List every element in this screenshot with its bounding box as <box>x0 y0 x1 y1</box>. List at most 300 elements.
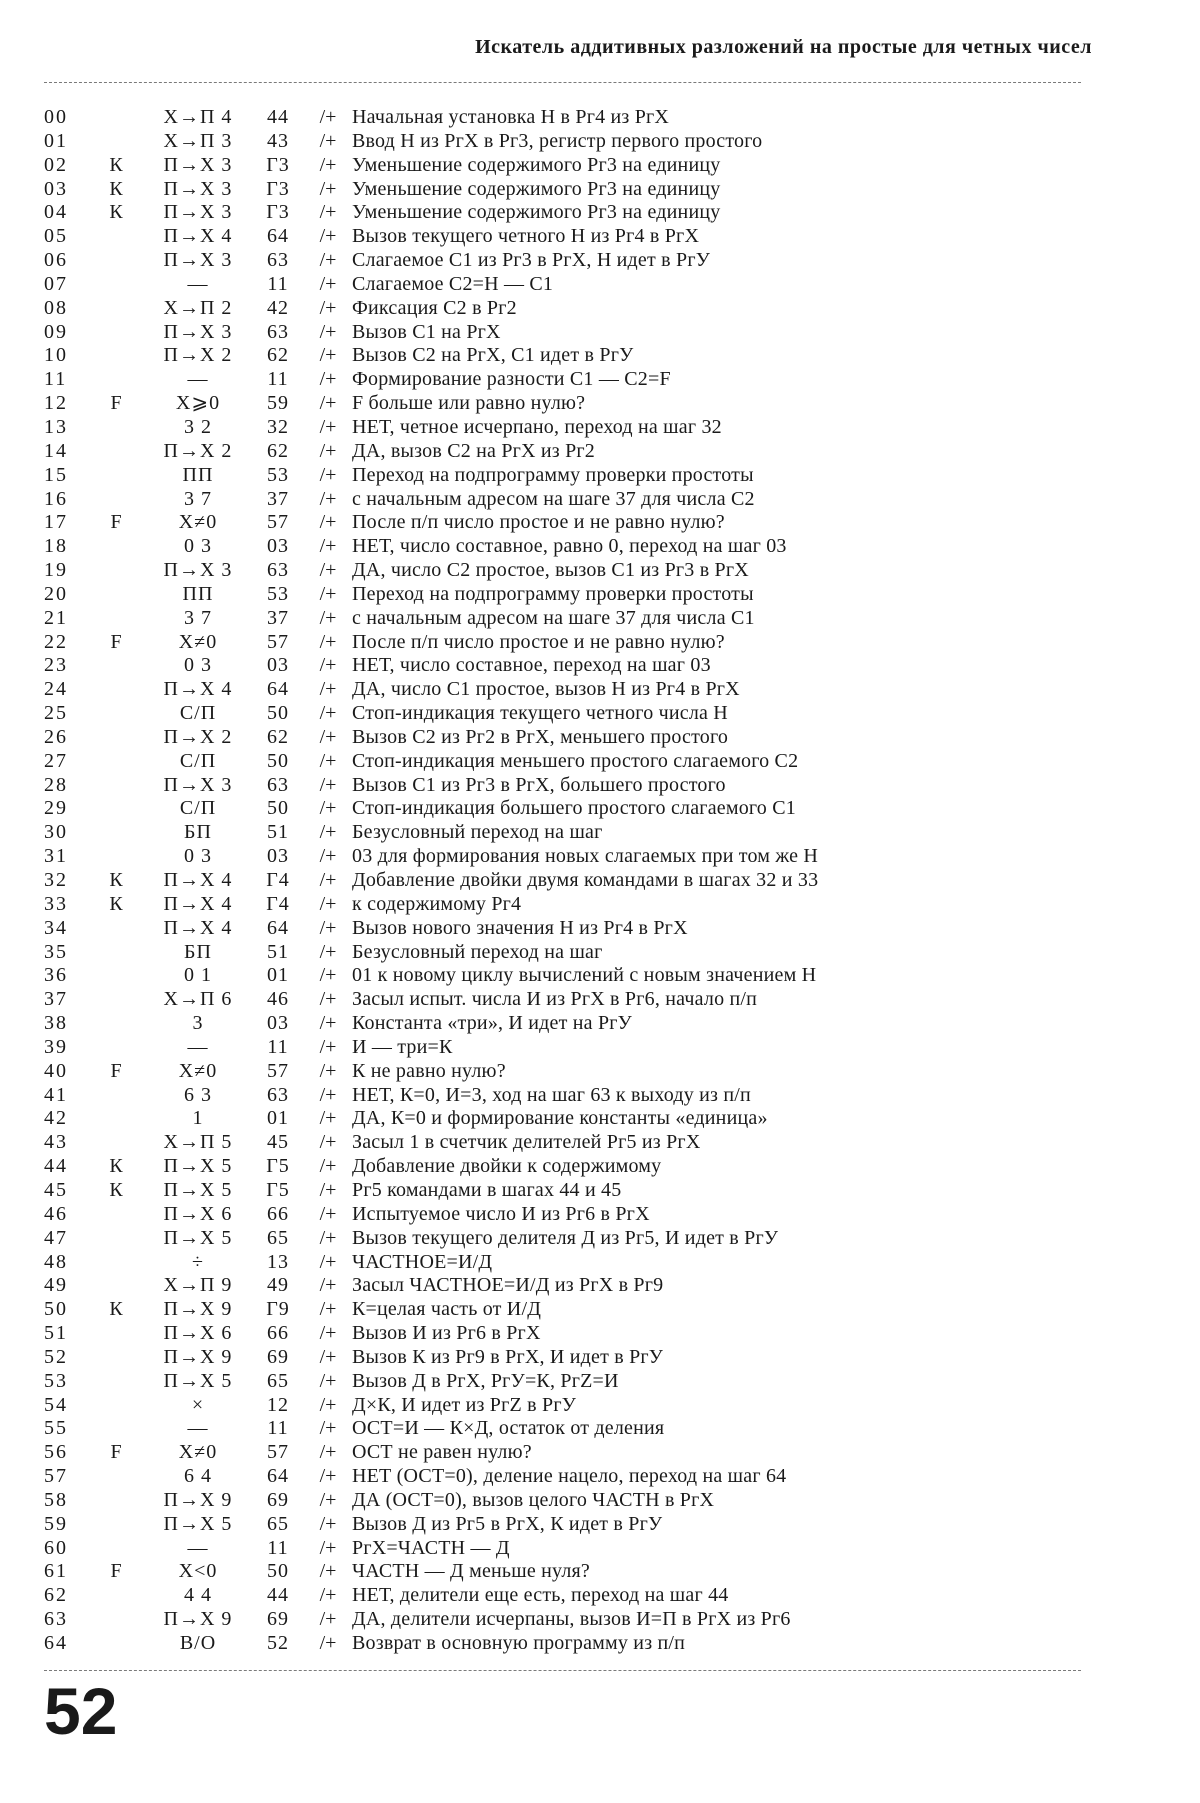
listing-row <box>44 130 1084 154</box>
key-command: П→Х 9 <box>163 1298 233 1321</box>
key-command: Х⩾0 <box>175 392 221 415</box>
op-code: Г3 <box>266 153 290 176</box>
step-comment: ДА (ОСТ=0), вызов целого ЧАСТН в РгХ <box>352 1488 715 1511</box>
key-command: П→Х 5 <box>163 1369 233 1392</box>
step-comment: Вызов С2 на РгХ, С1 идет в РгУ <box>352 344 634 367</box>
entry-mark: /+ <box>319 201 337 224</box>
listing-row <box>44 702 1084 726</box>
listing-row <box>44 321 1084 345</box>
step-comment: Ввод Н из РгХ в Рг3, регистр первого простого <box>352 129 763 152</box>
step-comment: ОСТ=И — К×Д, остаток от деления <box>352 1417 665 1440</box>
op-code: 57 <box>267 630 289 653</box>
step-number: 18 <box>44 535 68 558</box>
step-number: 21 <box>44 606 68 629</box>
op-code: 50 <box>267 797 289 820</box>
step-comment: НЕТ, делители еще есть, переход на шаг 44 <box>352 1584 729 1607</box>
op-code: 63 <box>267 773 289 796</box>
listing-row <box>44 559 1084 583</box>
listing-row <box>44 249 1084 273</box>
entry-mark: /+ <box>319 249 337 272</box>
entry-mark: /+ <box>319 797 337 820</box>
listing-row <box>44 1298 1084 1322</box>
listing-row <box>44 941 1084 965</box>
key-command: П→Х 4 <box>163 869 233 891</box>
step-comment: НЕТ, четное исчерпано, переход на шаг 32 <box>352 415 722 438</box>
op-code: 59 <box>267 392 289 415</box>
op-code: 44 <box>267 106 289 128</box>
op-code: 44 <box>267 1584 289 1607</box>
op-code: 69 <box>267 1345 289 1368</box>
step-comment: Вызов Д в РгХ, РгУ=К, РгZ=И <box>352 1369 619 1392</box>
step-number: 00 <box>44 106 68 128</box>
op-code: Г4 <box>266 869 290 891</box>
listing-row <box>44 1107 1084 1131</box>
listing-row <box>44 750 1084 774</box>
step-number: 45 <box>44 1178 68 1201</box>
step-comment: Слагаемое С2=Н — С1 <box>352 272 554 295</box>
op-code: 64 <box>267 678 289 701</box>
step-comment: Засыл испыт. числа И из РгХ в Рг6, начало п/п <box>352 988 758 1011</box>
listing-row <box>44 1036 1084 1060</box>
key-command: П→Х 4 <box>163 225 233 248</box>
listing-row <box>44 821 1084 845</box>
step-number: 59 <box>44 1512 68 1535</box>
key-command: ÷ <box>192 1250 204 1273</box>
step-comment: РгХ=ЧАСТН — Д <box>352 1536 510 1559</box>
listing-row <box>44 1227 1084 1251</box>
step-number: 49 <box>44 1274 68 1297</box>
step-comment: Уменьшение содержимого Рг3 на единицу <box>352 177 721 200</box>
key-command: П→Х 5 <box>163 1155 233 1178</box>
entry-mark: /+ <box>319 153 337 176</box>
entry-mark: /+ <box>319 1560 337 1583</box>
step-number: 01 <box>44 129 68 152</box>
step-number: 13 <box>44 415 68 438</box>
entry-mark: /+ <box>319 320 337 343</box>
entry-mark: /+ <box>319 1322 337 1345</box>
key-command: Х→П 2 <box>163 296 233 319</box>
listing-row <box>44 1394 1084 1418</box>
step-number: 07 <box>44 272 68 295</box>
key-command: Х≠0 <box>178 1059 218 1082</box>
step-number: 26 <box>44 725 68 748</box>
entry-mark: /+ <box>319 1059 337 1082</box>
key-prefix: К <box>109 1178 123 1201</box>
key-command: П→Х 5 <box>163 1226 233 1249</box>
step-comment: Переход на подпрограмму проверки простоты <box>352 582 754 605</box>
step-comment: Уменьшение содержимого Рг3 на единицу <box>352 201 721 224</box>
op-code: 12 <box>267 1393 289 1416</box>
listing-row <box>44 1489 1084 1513</box>
listing-row <box>44 464 1084 488</box>
listing-row <box>44 893 1084 917</box>
entry-mark: /+ <box>319 1250 337 1273</box>
entry-mark: /+ <box>319 773 337 796</box>
step-comment: ДА, К=0 и формирование константы «единица» <box>352 1107 768 1130</box>
step-comment: Безусловный переход на шаг <box>352 940 603 963</box>
step-number: 33 <box>44 892 68 915</box>
key-prefix: К <box>109 869 123 891</box>
step-number: 56 <box>44 1441 68 1464</box>
step-number: 35 <box>44 940 68 963</box>
page-title: Искатель аддитивных разложений на простые для четных чисел <box>475 36 1092 58</box>
op-code: 66 <box>267 1202 289 1225</box>
entry-mark: /+ <box>319 1035 337 1058</box>
entry-mark: /+ <box>319 702 337 725</box>
op-code: 64 <box>267 225 289 248</box>
key-command: 0 3 <box>184 845 212 868</box>
listing-row <box>44 678 1084 702</box>
key-command: В/О <box>179 1632 217 1654</box>
entry-mark: /+ <box>319 1632 337 1654</box>
step-comment: ДА, делители исчерпаны, вызов И=П в РгХ из Рг6 <box>352 1608 791 1631</box>
listing-row <box>44 1346 1084 1370</box>
op-code: 66 <box>267 1322 289 1345</box>
step-number: 39 <box>44 1035 68 1058</box>
key-command: Х→П 5 <box>163 1131 233 1154</box>
entry-mark: /+ <box>319 368 337 391</box>
listing-row <box>44 1513 1084 1537</box>
key-command: 0 1 <box>184 964 212 987</box>
step-number: 12 <box>44 392 68 415</box>
step-comment: Засыл 1 в счетчик делителей Рг5 из РгХ <box>352 1131 701 1154</box>
step-comment: Вызов текущего четного Н из Рг4 в РгХ <box>352 225 700 248</box>
listing-row <box>44 1179 1084 1203</box>
entry-mark: /+ <box>319 129 337 152</box>
step-comment: Стоп-индикация большего простого слагаемого С1 <box>352 797 796 820</box>
op-code: 63 <box>267 559 289 582</box>
step-number: 63 <box>44 1608 68 1631</box>
key-command: БП <box>184 821 212 844</box>
listing-row <box>44 964 1084 988</box>
op-code: 11 <box>267 1417 289 1440</box>
step-comment: Вызов С1 из Рг3 в РгХ, большего простого <box>352 773 726 796</box>
step-number: 41 <box>44 1083 68 1106</box>
entry-mark: /+ <box>319 869 337 891</box>
entry-mark: /+ <box>319 1608 337 1631</box>
key-command: С/П <box>179 797 217 820</box>
listing-row <box>44 368 1084 392</box>
listing-row <box>44 988 1084 1012</box>
op-code: Г5 <box>266 1155 290 1178</box>
step-number: 20 <box>44 582 68 605</box>
listing-row <box>44 511 1084 535</box>
listing-row <box>44 1441 1084 1465</box>
op-code: 69 <box>267 1488 289 1511</box>
key-command: С/П <box>179 749 217 772</box>
key-command: П→Х 6 <box>163 1202 233 1225</box>
listing-row <box>44 607 1084 631</box>
key-command: — <box>187 1417 209 1440</box>
step-number: 52 <box>44 1345 68 1368</box>
key-command: 1 <box>192 1107 204 1130</box>
step-number: 03 <box>44 177 68 200</box>
op-code: 46 <box>267 988 289 1011</box>
step-number: 09 <box>44 320 68 343</box>
op-code: Г9 <box>266 1298 290 1321</box>
entry-mark: /+ <box>319 749 337 772</box>
key-prefix: F <box>110 511 122 534</box>
key-command: Х≠0 <box>178 511 218 534</box>
op-code: 62 <box>267 439 289 462</box>
op-code: 64 <box>267 1465 289 1488</box>
entry-mark: /+ <box>319 1345 337 1368</box>
entry-mark: /+ <box>319 535 337 558</box>
step-comment: ЧАСТНОЕ=И/Д <box>352 1250 493 1273</box>
step-comment: Безусловный переход на шаг <box>352 821 603 844</box>
step-comment: Формирование разности С1 — С2=F <box>352 368 671 391</box>
step-number: 30 <box>44 821 68 844</box>
listing-row <box>44 416 1084 440</box>
key-command: — <box>187 1536 209 1559</box>
op-code: 37 <box>267 487 289 510</box>
op-code: 64 <box>267 916 289 939</box>
step-comment: Вызов К из Рг9 в РгХ, И идет в РгУ <box>352 1345 664 1368</box>
entry-mark: /+ <box>319 1393 337 1416</box>
key-command: ПП <box>182 463 214 486</box>
entry-mark: /+ <box>319 392 337 415</box>
key-command: — <box>187 272 209 295</box>
key-command: П→Х 4 <box>163 892 233 915</box>
step-comment: F больше или равно нулю? <box>352 392 586 415</box>
listing-row <box>44 154 1084 178</box>
key-prefix: F <box>110 630 122 653</box>
step-comment: Возврат в основную программу из п/п <box>352 1632 686 1654</box>
listing-row <box>44 774 1084 798</box>
key-command: 6 4 <box>184 1465 212 1488</box>
key-command: П→Х 3 <box>163 249 233 272</box>
step-comment: Начальная установка Н в Рг4 из РгХ <box>352 106 670 128</box>
listing-row <box>44 1537 1084 1561</box>
key-command: П→Х 6 <box>163 1322 233 1345</box>
key-command: Х→П 6 <box>163 988 233 1011</box>
step-number: 05 <box>44 225 68 248</box>
key-command: П→Х 5 <box>163 1512 233 1535</box>
op-code: 11 <box>267 272 289 295</box>
step-number: 38 <box>44 1012 68 1035</box>
key-command: — <box>187 1035 209 1058</box>
step-comment: Вызов С1 на РгХ <box>352 320 501 343</box>
op-code: 52 <box>267 1632 289 1654</box>
op-code: 03 <box>267 1012 289 1035</box>
step-number: 47 <box>44 1226 68 1249</box>
listing-row <box>44 201 1084 225</box>
key-command: БП <box>184 940 212 963</box>
step-number: 32 <box>44 869 68 891</box>
entry-mark: /+ <box>319 1417 337 1440</box>
step-comment: После п/п число простое и не равно нулю? <box>352 511 725 534</box>
op-code: Г5 <box>266 1178 290 1201</box>
step-comment: Засыл ЧАСТНОЕ=И/Д из РгХ в Рг9 <box>352 1274 664 1297</box>
listing-row <box>44 1203 1084 1227</box>
op-code: 03 <box>267 654 289 677</box>
entry-mark: /+ <box>319 344 337 367</box>
key-prefix: F <box>110 392 122 415</box>
listing-row <box>44 1060 1084 1084</box>
op-code: 50 <box>267 1560 289 1583</box>
op-code: 13 <box>267 1250 289 1273</box>
key-command: П→Х 3 <box>163 559 233 582</box>
key-prefix: К <box>109 892 123 915</box>
step-comment: с начальным адресом на шаге 37 для числа С2 <box>352 487 755 510</box>
entry-mark: /+ <box>319 630 337 653</box>
entry-mark: /+ <box>319 1131 337 1154</box>
op-code: 57 <box>267 1441 289 1464</box>
op-code: 65 <box>267 1369 289 1392</box>
listing-row <box>44 1465 1084 1489</box>
step-comment: Уменьшение содержимого Рг3 на единицу <box>352 153 721 176</box>
listing-row <box>44 273 1084 297</box>
op-code: 50 <box>267 749 289 772</box>
entry-mark: /+ <box>319 1536 337 1559</box>
listing-row <box>44 225 1084 249</box>
step-number: 10 <box>44 344 68 367</box>
entry-mark: /+ <box>319 106 337 128</box>
step-number: 04 <box>44 201 68 224</box>
op-code: 63 <box>267 1083 289 1106</box>
step-number: 36 <box>44 964 68 987</box>
entry-mark: /+ <box>319 964 337 987</box>
step-number: 08 <box>44 296 68 319</box>
entry-mark: /+ <box>319 606 337 629</box>
step-comment: Добавление двойки к содержимому <box>352 1155 662 1178</box>
entry-mark: /+ <box>319 1226 337 1249</box>
entry-mark: /+ <box>319 1488 337 1511</box>
entry-mark: /+ <box>319 1178 337 1201</box>
step-number: 23 <box>44 654 68 677</box>
step-comment: Фиксация С2 в Рг2 <box>352 296 517 319</box>
key-command: П→Х 2 <box>163 344 233 367</box>
step-number: 25 <box>44 702 68 725</box>
step-number: 17 <box>44 511 68 534</box>
op-code: 43 <box>267 129 289 152</box>
step-comment: К не равно нулю? <box>352 1059 506 1082</box>
step-comment: Рг5 командами в шагах 44 и 45 <box>352 1178 622 1201</box>
op-code: 11 <box>267 1536 289 1559</box>
key-prefix: F <box>110 1059 122 1082</box>
step-comment: НЕТ, число составное, равно 0, переход на шаг 03 <box>352 535 787 558</box>
listing-row <box>44 1012 1084 1036</box>
op-code: 57 <box>267 511 289 534</box>
step-comment: И — три=К <box>352 1035 453 1058</box>
step-number: 51 <box>44 1322 68 1345</box>
step-number: 06 <box>44 249 68 272</box>
key-command: × <box>191 1393 205 1416</box>
entry-mark: /+ <box>319 559 337 582</box>
op-code: 51 <box>267 821 289 844</box>
key-command: С/П <box>179 702 217 725</box>
entry-mark: /+ <box>319 892 337 915</box>
key-command: Х<0 <box>178 1560 218 1583</box>
key-command: П→Х 4 <box>163 916 233 939</box>
key-command: Х→П 9 <box>163 1274 233 1297</box>
op-code: Г3 <box>266 177 290 200</box>
step-number: 60 <box>44 1536 68 1559</box>
listing-row <box>44 297 1084 321</box>
entry-mark: /+ <box>319 225 337 248</box>
entry-mark: /+ <box>319 1274 337 1297</box>
step-number: 02 <box>44 153 68 176</box>
listing-row <box>44 1131 1084 1155</box>
key-command: Х≠0 <box>178 1441 218 1464</box>
step-number: 55 <box>44 1417 68 1440</box>
key-command: П→Х 3 <box>163 153 233 176</box>
op-code: 11 <box>267 368 289 391</box>
listing-row <box>44 1608 1084 1632</box>
listing-row <box>44 726 1084 750</box>
listing-row <box>44 344 1084 368</box>
op-code: 63 <box>267 320 289 343</box>
key-prefix: F <box>110 1441 122 1464</box>
step-comment: ДА, число С1 простое, вызов Н из Рг4 в РгХ <box>352 678 740 701</box>
step-comment: ЧАСТН — Д меньше нуля? <box>352 1560 591 1583</box>
listing-row <box>44 488 1084 512</box>
step-comment: Вызов текущего делителя Д из Рг5, И идет в РгУ <box>352 1226 779 1249</box>
step-number: 15 <box>44 463 68 486</box>
entry-mark: /+ <box>319 463 337 486</box>
step-number: 16 <box>44 487 68 510</box>
key-prefix: К <box>109 1155 123 1178</box>
key-command: П→Х 3 <box>163 773 233 796</box>
step-comment: с начальным адресом на шаге 37 для числа С1 <box>352 606 755 629</box>
entry-mark: /+ <box>319 415 337 438</box>
op-code: 57 <box>267 1059 289 1082</box>
entry-mark: /+ <box>319 177 337 200</box>
op-code: 01 <box>267 1107 289 1130</box>
key-command: П→Х 9 <box>163 1488 233 1511</box>
op-code: 45 <box>267 1131 289 1154</box>
entry-mark: /+ <box>319 1202 337 1225</box>
step-number: 19 <box>44 559 68 582</box>
step-comment: Константа «три», И идет на РгУ <box>352 1012 633 1035</box>
listing-row <box>44 1632 1084 1656</box>
op-code: 37 <box>267 606 289 629</box>
listing-row <box>44 1251 1084 1275</box>
step-comment: ДА, число С2 простое, вызов С1 из Рг3 в РгХ <box>352 559 749 582</box>
entry-mark: /+ <box>319 1369 337 1392</box>
key-command: Х→П 3 <box>163 129 233 152</box>
step-number: 44 <box>44 1155 68 1178</box>
listing-row <box>44 1560 1084 1584</box>
op-code: 03 <box>267 535 289 558</box>
step-comment: ДА, вызов С2 на РгХ из Рг2 <box>352 439 596 462</box>
step-comment: Добавление двойки двумя командами в шагах 32 и 33 <box>352 869 819 891</box>
entry-mark: /+ <box>319 1512 337 1535</box>
entry-mark: /+ <box>319 678 337 701</box>
listing-row <box>44 1322 1084 1346</box>
entry-mark: /+ <box>319 988 337 1011</box>
key-command: П→Х 4 <box>163 678 233 701</box>
op-code: 53 <box>267 582 289 605</box>
op-code: 63 <box>267 249 289 272</box>
entry-mark: /+ <box>319 272 337 295</box>
step-comment: Переход на подпрограмму проверки простоты <box>352 463 754 486</box>
key-command: П→Х 3 <box>163 320 233 343</box>
step-comment: НЕТ (ОСТ=0), деление нацело, переход на шаг 64 <box>352 1465 787 1488</box>
step-comment: Стоп-индикация меньшего простого слагаемого С2 <box>352 749 799 772</box>
key-command: П→Х 5 <box>163 1178 233 1201</box>
op-code: 62 <box>267 344 289 367</box>
step-number: 37 <box>44 988 68 1011</box>
entry-mark: /+ <box>319 487 337 510</box>
entry-mark: /+ <box>319 1584 337 1607</box>
step-number: 28 <box>44 773 68 796</box>
entry-mark: /+ <box>319 1012 337 1035</box>
key-command: Х≠0 <box>178 630 218 653</box>
entry-mark: /+ <box>319 296 337 319</box>
key-command: 3 7 <box>184 606 212 629</box>
step-comment: После п/п число простое и не равно нулю? <box>352 630 725 653</box>
